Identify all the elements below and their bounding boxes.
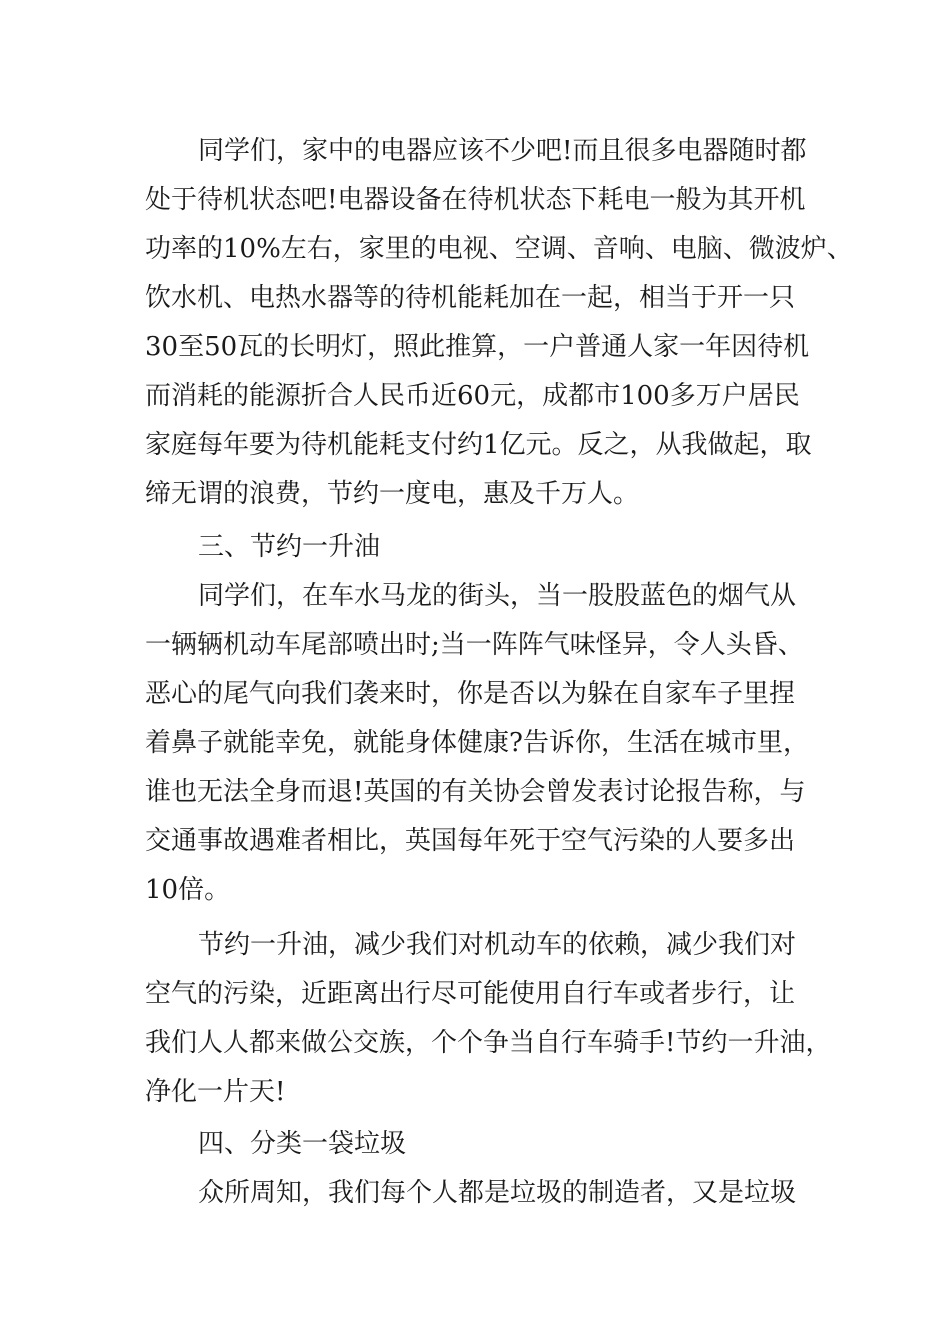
paragraph-line: 着鼻子就能幸免，就能身体健康?告诉你，生活在城市里，: [145, 728, 809, 758]
paragraph-line: 我们人人都来做公交族，个个争当自行车骑手!节约一升油，: [145, 1028, 832, 1058]
paragraph-line: 10倍。: [145, 875, 231, 905]
section-heading: 三、节约一升油: [198, 532, 381, 562]
paragraph-line: 家庭每年要为待机能耗支付约1亿元。反之，从我做起，取: [145, 430, 812, 460]
paragraph-line: 恶心的尾气向我们袭来时，你是否以为躲在自家车子里捏: [145, 679, 796, 709]
paragraph-line: 众所周知，我们每个人都是垃圾的制造者，又是垃圾: [198, 1178, 797, 1208]
section-heading: 四、分类一袋垃圾: [198, 1129, 407, 1159]
paragraph-line: 功率的10%左右，家里的电视、空调、音响、电脑、微波炉、: [145, 234, 853, 264]
paragraph-line: 饮水机、电热水器等的待机能耗加在一起，相当于开一只: [145, 283, 796, 313]
paragraph-line: 30至50瓦的长明灯，照此推算，一户普通人家一年因待机: [145, 332, 810, 362]
paragraph-line: 交通事故遇难者相比，英国每年死于空气污染的人要多出: [145, 826, 796, 856]
paragraph-line: 同学们，家中的电器应该不少吧!而且很多电器随时都: [198, 136, 807, 166]
paragraph-line: 处于待机状态吧!电器设备在待机状态下耗电一般为其开机: [145, 185, 806, 215]
paragraph-line: 净化一片天!: [145, 1077, 286, 1107]
paragraph-line: 缔无谓的浪费，节约一度电，惠及千万人。: [145, 479, 640, 509]
paragraph-line: 一辆辆机动车尾部喷出时;当一阵阵气味怪异，令人头昏、: [145, 630, 804, 660]
paragraph-line: 谁也无法全身而退!英国的有关协会曾发表讨论报告称，与: [145, 777, 806, 807]
paragraph-line: 节约一升油，减少我们对机动车的依赖，减少我们对: [198, 930, 797, 960]
paragraph-line: 同学们，在车水马龙的街头，当一股股蓝色的烟气从: [198, 581, 797, 611]
paragraph-line: 空气的污染，近距离出行尽可能使用自行车或者步行，让: [145, 979, 796, 1009]
paragraph-line: 而消耗的能源折合人民币近60元，成都市100多万户居民: [145, 381, 800, 411]
